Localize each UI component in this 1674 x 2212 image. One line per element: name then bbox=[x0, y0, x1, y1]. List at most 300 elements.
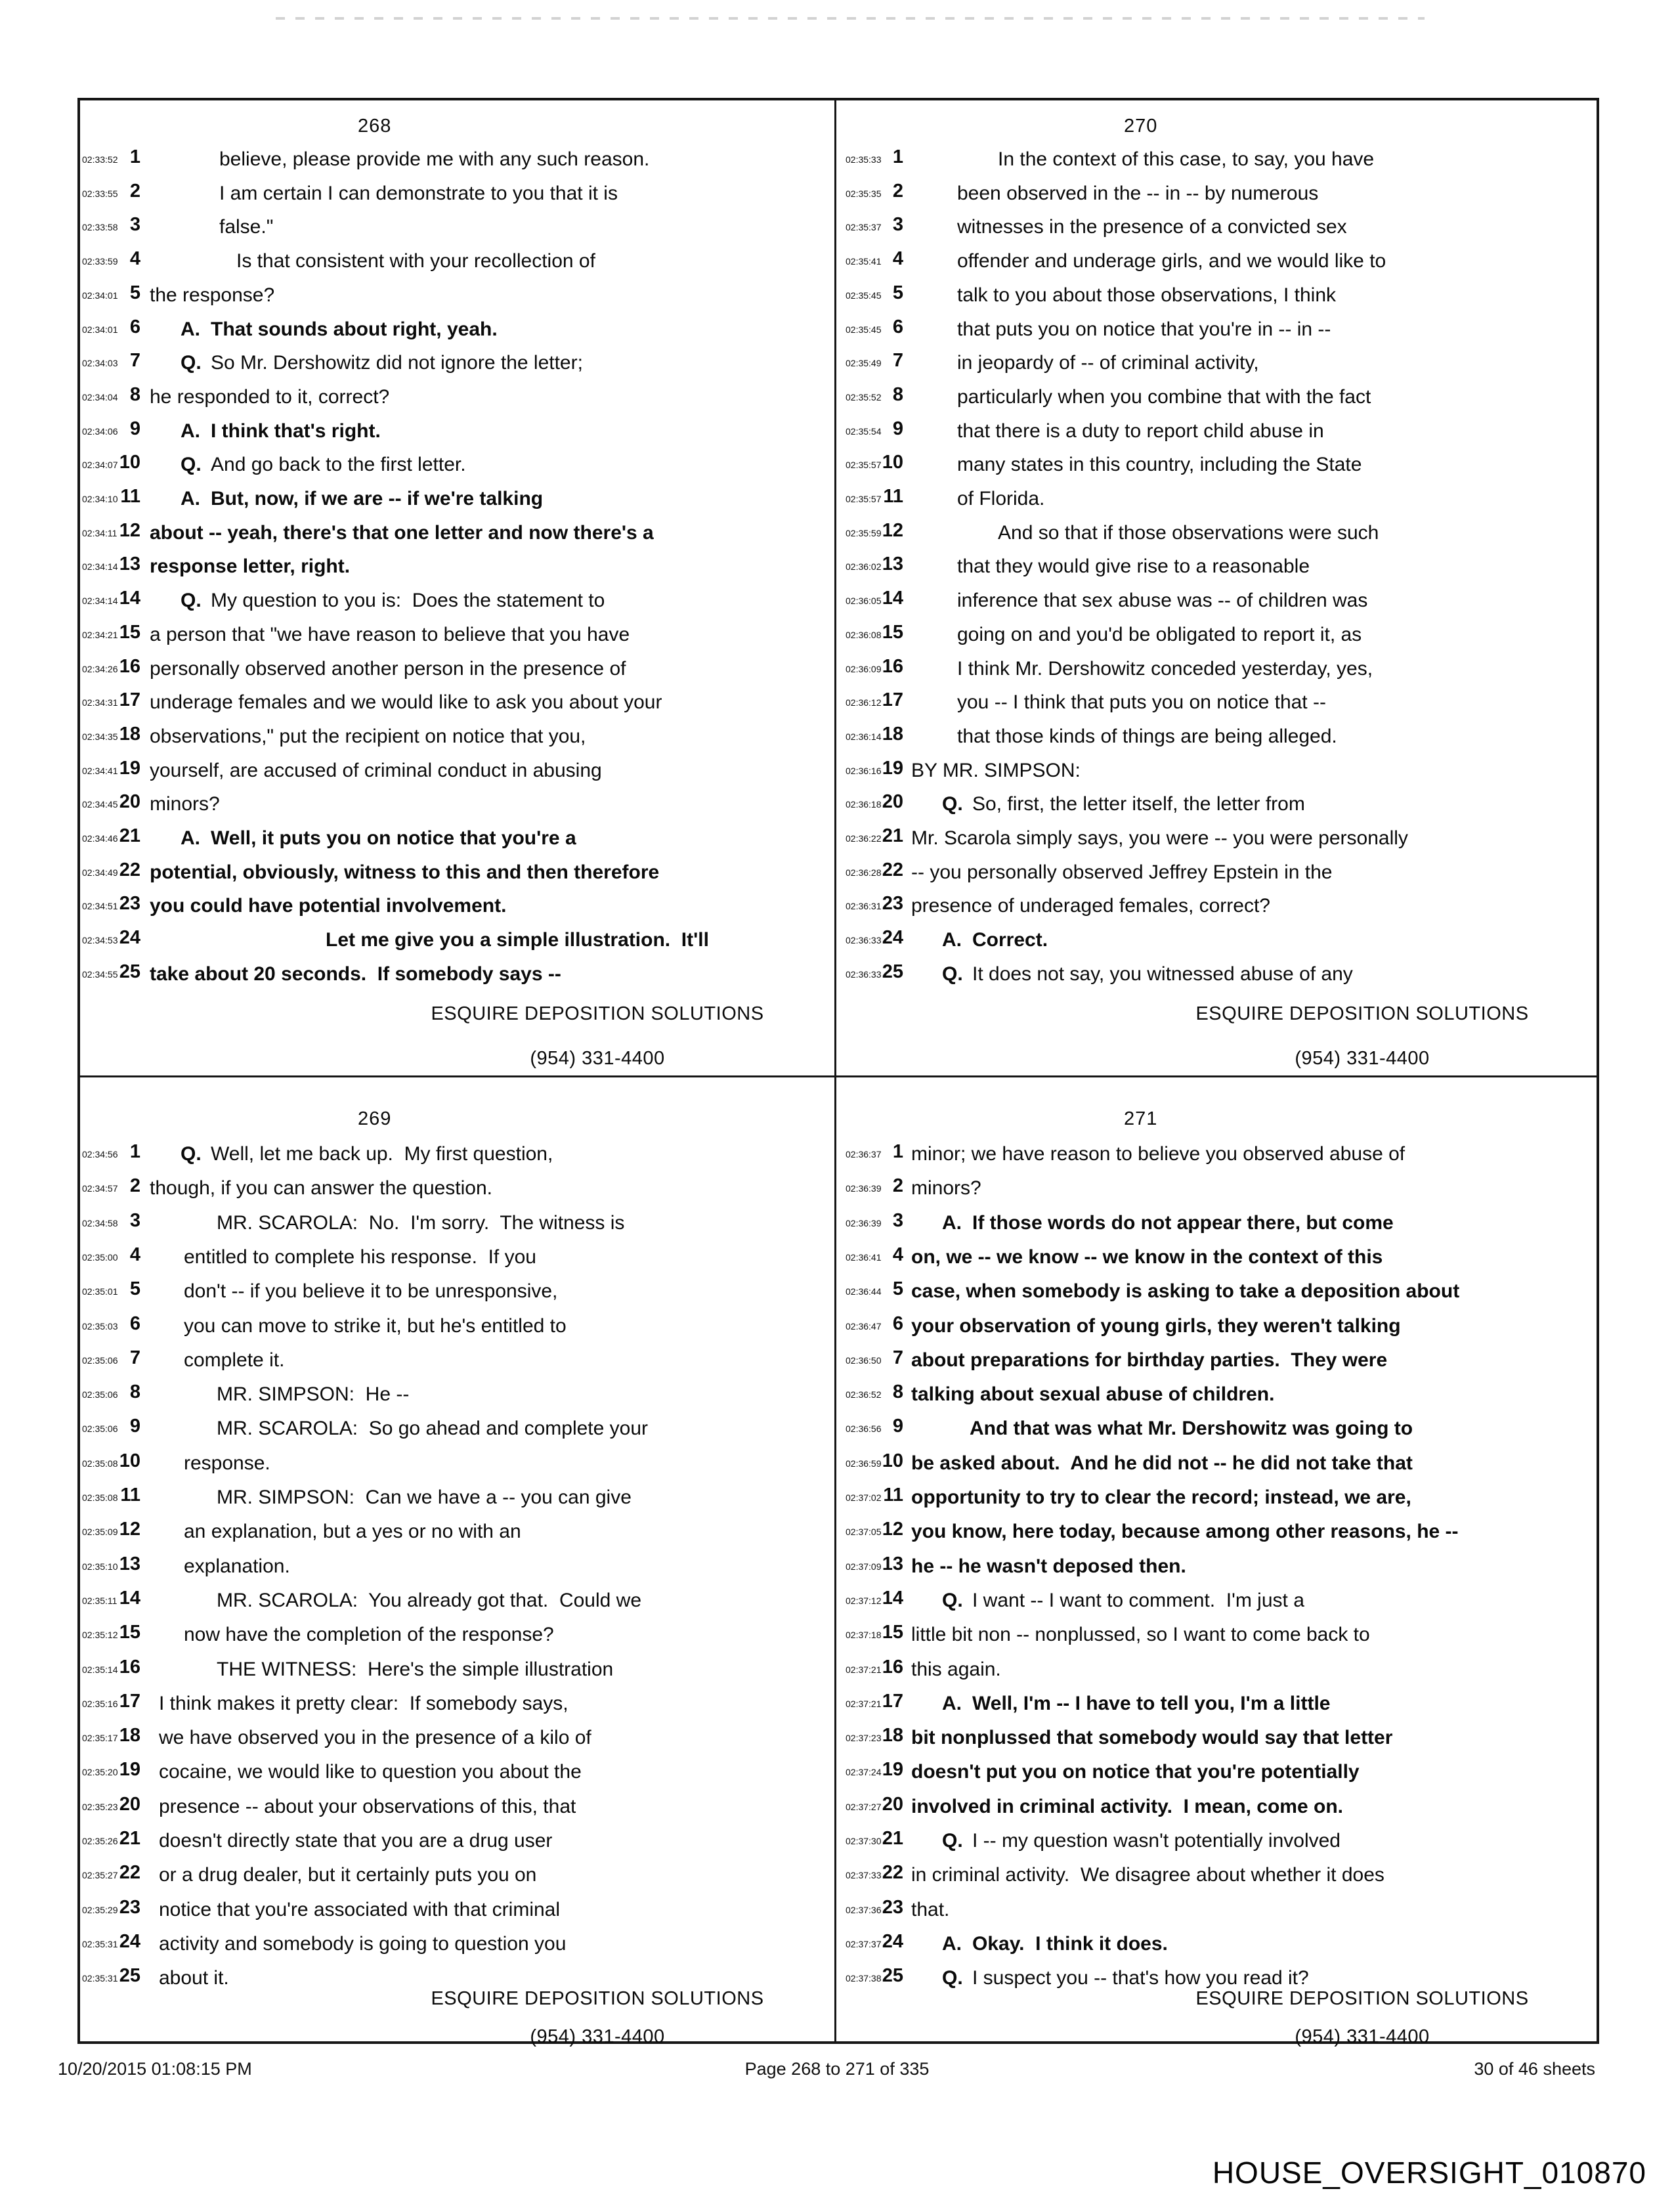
line-number: 25 bbox=[119, 1965, 140, 1986]
line-number: 10 bbox=[882, 452, 903, 473]
transcript-line bbox=[0, 1930, 1674, 1959]
line-number: 18 bbox=[882, 724, 903, 745]
line-number: 8 bbox=[892, 1381, 903, 1402]
reporter-name: ESQUIRE DEPOSITION SOLUTIONS bbox=[1195, 1003, 1529, 1024]
line-text: on, we -- we know -- we know in the context of this bbox=[911, 1246, 1383, 1268]
line-text: cocaine, we would like to question you about the bbox=[159, 1761, 582, 1783]
timestamp: 02:35:31 bbox=[82, 1973, 118, 1984]
timestamp: 02:35:20 bbox=[82, 1767, 118, 1777]
line-text: witnesses in the presence of a convicted sex bbox=[957, 216, 1347, 238]
line-number: 13 bbox=[882, 553, 903, 575]
line-text: Q. Well, let me back up. My first question, bbox=[181, 1143, 553, 1165]
line-text: A. Well, it puts you on notice that you're a bbox=[181, 827, 576, 849]
reporter-name: ESQUIRE DEPOSITION SOLUTIONS bbox=[431, 1003, 764, 1024]
line-text: take about 20 seconds. If somebody says -- bbox=[150, 963, 561, 985]
qa-marker: Q. bbox=[942, 793, 963, 815]
line-number: 9 bbox=[892, 418, 903, 439]
transcript-line bbox=[0, 1793, 1674, 1822]
timestamp: 02:36:33 bbox=[846, 969, 882, 980]
page-number-270: 270 bbox=[1124, 116, 1158, 137]
line-number: 2 bbox=[129, 181, 140, 202]
line-number: 10 bbox=[119, 1450, 140, 1471]
line-number: 20 bbox=[882, 791, 903, 812]
line-number: 20 bbox=[119, 1794, 140, 1815]
transcript-line bbox=[0, 791, 1674, 819]
line-text: A. If those words do not appear there, but come bbox=[942, 1212, 1394, 1234]
line-number: 12 bbox=[119, 520, 140, 541]
timestamp: 02:35:31 bbox=[82, 1939, 118, 1949]
timestamp: 02:34:58 bbox=[82, 1218, 118, 1228]
line-number: 10 bbox=[119, 452, 140, 473]
line-number: 17 bbox=[882, 1691, 903, 1712]
line-number: 8 bbox=[892, 384, 903, 405]
transcript-line bbox=[0, 180, 1674, 209]
line-number: 20 bbox=[119, 791, 140, 812]
line-text: Q. I -- my question wasn't potentially involved bbox=[942, 1830, 1341, 1852]
line-number: 21 bbox=[882, 1828, 903, 1849]
transcript-line bbox=[0, 655, 1674, 684]
transcript-line bbox=[0, 757, 1674, 786]
line-number: 12 bbox=[119, 1519, 140, 1540]
transcript-line bbox=[0, 1621, 1674, 1650]
timestamp: 02:34:21 bbox=[82, 630, 118, 640]
page-number-271: 271 bbox=[1124, 1108, 1158, 1129]
transcript-line bbox=[0, 961, 1674, 989]
page-number-269: 269 bbox=[358, 1108, 392, 1129]
line-number: 21 bbox=[119, 1828, 140, 1849]
line-number: 14 bbox=[882, 588, 903, 609]
scan-artifact bbox=[276, 17, 1425, 20]
qa-marker: Q. bbox=[942, 963, 963, 985]
line-number: 1 bbox=[129, 1141, 140, 1162]
line-text: Q. And go back to the first letter. bbox=[181, 454, 466, 475]
line-text: case, when somebody is asking to take a deposition about bbox=[911, 1280, 1460, 1302]
line-number: 6 bbox=[129, 1313, 140, 1334]
timestamp: 02:34:26 bbox=[82, 664, 118, 674]
line-text: A. Okay. I think it does. bbox=[942, 1933, 1168, 1955]
timestamp: 02:35:49 bbox=[846, 358, 882, 368]
line-number: 2 bbox=[892, 1175, 903, 1196]
line-text: BY MR. SIMPSON: bbox=[911, 760, 1081, 781]
timestamp: 02:34:49 bbox=[82, 867, 118, 878]
line-text: that puts you on notice that you're in -- in -- bbox=[957, 318, 1331, 340]
line-text: Q. So, first, the letter itself, the letter from bbox=[942, 793, 1305, 815]
line-text: minor; we have reason to believe you observed abuse of bbox=[911, 1143, 1406, 1165]
line-text: Let me give you a simple illustration. It'll bbox=[326, 929, 709, 951]
line-number: 22 bbox=[119, 859, 140, 880]
timestamp: 02:36:39 bbox=[846, 1218, 882, 1228]
transcript-line bbox=[0, 1347, 1674, 1376]
reporter-phone: (954) 331-4400 bbox=[1295, 1048, 1430, 1069]
line-number: 13 bbox=[119, 1553, 140, 1574]
line-number: 22 bbox=[882, 859, 903, 880]
line-number: 23 bbox=[119, 1897, 140, 1918]
line-text: opportunity to try to clear the record; instead, we are, bbox=[911, 1486, 1411, 1508]
line-text: you could have potential involvement. bbox=[150, 895, 507, 917]
timestamp: 02:33:52 bbox=[82, 154, 118, 165]
line-number: 23 bbox=[882, 893, 903, 914]
line-text: A. Well, I'm -- I have to tell you, I'm a little bbox=[942, 1693, 1331, 1714]
timestamp: 02:37:18 bbox=[846, 1630, 882, 1640]
line-number: 11 bbox=[120, 486, 140, 507]
line-number: 9 bbox=[129, 1416, 140, 1437]
line-text: particularly when you combine that with the fact bbox=[957, 386, 1371, 408]
timestamp: 02:34:06 bbox=[82, 426, 118, 437]
timestamp: 02:36:16 bbox=[846, 766, 882, 776]
line-number: 18 bbox=[119, 1725, 140, 1746]
timestamp: 02:35:06 bbox=[82, 1355, 118, 1366]
timestamp: 02:35:52 bbox=[846, 392, 882, 402]
transcript-line bbox=[0, 1861, 1674, 1890]
line-text: believe, please provide me with any such reason. bbox=[219, 148, 650, 170]
timestamp: 02:37:02 bbox=[846, 1492, 882, 1503]
timestamp: 02:37:33 bbox=[846, 1870, 882, 1880]
line-number: 21 bbox=[882, 825, 903, 846]
line-text: little bit non -- nonplussed, so I want to come back to bbox=[911, 1624, 1370, 1645]
timestamp: 02:34:55 bbox=[82, 969, 118, 980]
timestamp: 02:36:08 bbox=[846, 630, 882, 640]
line-text: activity and somebody is going to question you bbox=[159, 1933, 567, 1955]
qa-marker: Q. bbox=[942, 1590, 963, 1611]
line-text: Q. I suspect you -- that's how you read it? bbox=[942, 1967, 1309, 1989]
line-text: I am certain I can demonstrate to you that it is bbox=[219, 183, 618, 204]
line-number: 17 bbox=[882, 689, 903, 710]
line-number: 15 bbox=[119, 622, 140, 643]
line-text: Q. My question to you is: Does the statement to bbox=[181, 590, 605, 611]
line-text: Q. I want -- I want to comment. I'm just a bbox=[942, 1590, 1304, 1611]
line-text: your observation of young girls, they weren't talking bbox=[911, 1315, 1401, 1337]
qa-marker: A. bbox=[942, 1933, 962, 1955]
line-number: 16 bbox=[119, 656, 140, 677]
timestamp: 02:34:07 bbox=[82, 460, 118, 470]
reporter-name: ESQUIRE DEPOSITION SOLUTIONS bbox=[431, 1988, 764, 2009]
timestamp: 02:35:10 bbox=[82, 1561, 118, 1572]
line-number: 25 bbox=[882, 961, 903, 982]
timestamp: 02:36:05 bbox=[846, 596, 882, 606]
transcript-line bbox=[0, 451, 1674, 480]
timestamp: 02:35:37 bbox=[846, 222, 882, 232]
line-number: 24 bbox=[882, 927, 903, 948]
timestamp: 02:37:09 bbox=[846, 1561, 882, 1572]
timestamp: 02:37:36 bbox=[846, 1905, 882, 1915]
line-text: he -- he wasn't deposed then. bbox=[911, 1555, 1186, 1577]
line-number: 19 bbox=[882, 758, 903, 779]
line-text: personally observed another person in the presence of bbox=[150, 658, 626, 680]
horizontal-divider bbox=[80, 1075, 1597, 1077]
line-number: 15 bbox=[882, 1622, 903, 1643]
line-text: in jeopardy of -- of criminal activity, bbox=[957, 352, 1259, 374]
line-text: complete it. bbox=[184, 1349, 285, 1371]
line-text: that they would give rise to a reasonable bbox=[957, 555, 1310, 577]
qa-marker: A. bbox=[942, 929, 962, 951]
line-text: observations," put the recipient on notice that you, bbox=[150, 726, 586, 747]
timestamp: 02:34:04 bbox=[82, 392, 118, 402]
line-number: 7 bbox=[892, 350, 903, 371]
line-number: 22 bbox=[119, 1862, 140, 1883]
timestamp: 02:36:12 bbox=[846, 697, 882, 708]
line-text: don't -- if you believe it to be unresponsive, bbox=[184, 1280, 558, 1302]
transcript-line bbox=[0, 1244, 1674, 1272]
timestamp: 02:37:37 bbox=[846, 1939, 882, 1949]
timestamp: 02:34:03 bbox=[82, 358, 118, 368]
line-number: 1 bbox=[892, 1141, 903, 1162]
line-text: about -- yeah, there's that one letter and now there's a bbox=[150, 522, 654, 544]
transcript-line bbox=[0, 213, 1674, 242]
line-number: 22 bbox=[882, 1862, 903, 1883]
line-text: minors? bbox=[911, 1177, 981, 1199]
timestamp: 02:36:33 bbox=[846, 935, 882, 945]
timestamp: 02:33:58 bbox=[82, 222, 118, 232]
line-text: that there is a duty to report child abuse in bbox=[957, 420, 1324, 442]
line-number: 25 bbox=[119, 961, 140, 982]
timestamp: 02:34:10 bbox=[82, 494, 118, 504]
line-text: you -- I think that puts you on notice that -- bbox=[957, 691, 1326, 713]
timestamp: 02:37:24 bbox=[846, 1767, 882, 1777]
timestamp: 02:35:54 bbox=[846, 426, 882, 437]
timestamp: 02:37:12 bbox=[846, 1595, 882, 1606]
timestamp: 02:37:23 bbox=[846, 1733, 882, 1743]
transcript-line bbox=[0, 1690, 1674, 1719]
reporter-phone: (954) 331-4400 bbox=[530, 1048, 665, 1069]
timestamp: 02:34:11 bbox=[82, 528, 118, 538]
line-number: 24 bbox=[882, 1931, 903, 1952]
transcript-line bbox=[0, 1827, 1674, 1856]
timestamp: 02:37:27 bbox=[846, 1802, 882, 1812]
timestamp: 02:36:09 bbox=[846, 664, 882, 674]
line-number: 16 bbox=[882, 656, 903, 677]
line-number: 13 bbox=[119, 553, 140, 575]
qa-marker: Q. bbox=[181, 352, 202, 374]
transcript-line bbox=[0, 1209, 1674, 1238]
footer-timestamp: 10/20/2015 01:08:15 PM bbox=[58, 2059, 252, 2079]
line-text: he responded to it, correct? bbox=[150, 386, 390, 408]
line-number: 1 bbox=[892, 146, 903, 167]
line-text: notice that you're associated with that criminal bbox=[159, 1899, 561, 1920]
timestamp: 02:35:11 bbox=[82, 1595, 118, 1606]
line-text: Is that consistent with your recollection of bbox=[236, 250, 595, 272]
line-text: MR. SCAROLA: No. I'm sorry. The witness is bbox=[217, 1212, 625, 1234]
line-number: 7 bbox=[129, 1347, 140, 1368]
page-number-268: 268 bbox=[358, 116, 392, 137]
line-number: 24 bbox=[119, 927, 140, 948]
transcript-line bbox=[0, 316, 1674, 345]
transcript-line bbox=[0, 892, 1674, 921]
line-text: you know, here today, because among other reasons, he -- bbox=[911, 1521, 1459, 1542]
transcript-line bbox=[0, 1724, 1674, 1753]
line-text: talking about sexual abuse of children. bbox=[911, 1383, 1275, 1405]
line-text: yourself, are accused of criminal conduct in abusing bbox=[150, 760, 602, 781]
line-text: the response? bbox=[150, 284, 275, 306]
transcript-line bbox=[0, 282, 1674, 311]
line-number: 4 bbox=[129, 1244, 140, 1265]
line-number: 6 bbox=[129, 316, 140, 337]
line-number: 16 bbox=[119, 1657, 140, 1678]
transcript-line bbox=[0, 1896, 1674, 1925]
line-text: doesn't put you on notice that you're potentially bbox=[911, 1761, 1360, 1783]
line-text: about preparations for birthday parties. They were bbox=[911, 1349, 1388, 1371]
timestamp: 02:35:35 bbox=[846, 188, 882, 199]
timestamp: 02:36:37 bbox=[846, 1149, 882, 1160]
transcript-line bbox=[0, 553, 1674, 582]
line-number: 5 bbox=[892, 1278, 903, 1299]
line-text: I think makes it pretty clear: If somebody says, bbox=[159, 1693, 569, 1714]
timestamp: 02:33:59 bbox=[82, 256, 118, 267]
timestamp: 02:37:30 bbox=[846, 1836, 882, 1846]
line-number: 4 bbox=[892, 248, 903, 269]
line-text: A. Correct. bbox=[942, 929, 1048, 951]
timestamp: 02:35:26 bbox=[82, 1836, 118, 1846]
timestamp: 02:36:50 bbox=[846, 1355, 882, 1366]
transcript-line bbox=[0, 1484, 1674, 1513]
line-text: underage females and we would like to ask you about your bbox=[150, 691, 662, 713]
transcript-line bbox=[0, 1312, 1674, 1341]
timestamp: 02:35:14 bbox=[82, 1664, 118, 1675]
line-text: Mr. Scarola simply says, you were -- you were personally bbox=[911, 827, 1408, 849]
transcript-line bbox=[0, 1450, 1674, 1479]
line-number: 21 bbox=[119, 825, 140, 846]
line-text: that. bbox=[911, 1899, 950, 1920]
transcript-line bbox=[0, 418, 1674, 446]
line-text: response letter, right. bbox=[150, 555, 351, 577]
transcript-line bbox=[0, 1278, 1674, 1307]
transcript-line bbox=[0, 1758, 1674, 1787]
transcript-line bbox=[0, 1656, 1674, 1685]
line-text: false." bbox=[219, 216, 274, 238]
line-number: 10 bbox=[882, 1450, 903, 1471]
timestamp: 02:35:08 bbox=[82, 1458, 118, 1469]
line-text: though, if you can answer the question. bbox=[150, 1177, 493, 1199]
footer-page-range: Page 268 to 271 of 335 bbox=[744, 2059, 930, 2079]
line-number: 4 bbox=[892, 1244, 903, 1265]
transcript-line bbox=[0, 248, 1674, 276]
line-number: 19 bbox=[882, 1759, 903, 1780]
line-text: Q. So Mr. Dershowitz did not ignore the letter; bbox=[181, 352, 583, 374]
line-number: 6 bbox=[892, 316, 903, 337]
timestamp: 02:33:55 bbox=[82, 188, 118, 199]
qa-marker: Q. bbox=[181, 454, 202, 475]
transcript-line bbox=[0, 621, 1674, 650]
line-text: inference that sex abuse was -- of children was bbox=[957, 590, 1368, 611]
transcript-line bbox=[0, 689, 1674, 718]
line-text: In the context of this case, to say, you have bbox=[998, 148, 1375, 170]
line-number: 11 bbox=[883, 486, 903, 507]
timestamp: 02:34:31 bbox=[82, 697, 118, 708]
transcript-line bbox=[0, 1553, 1674, 1582]
line-number: 11 bbox=[883, 1485, 903, 1506]
timestamp: 02:36:18 bbox=[846, 799, 882, 810]
timestamp: 02:36:44 bbox=[846, 1286, 882, 1297]
transcript-line bbox=[0, 349, 1674, 378]
line-text: now have the completion of the response? bbox=[184, 1624, 554, 1645]
timestamp: 02:35:08 bbox=[82, 1492, 118, 1503]
qa-marker: A. bbox=[942, 1693, 962, 1714]
timestamp: 02:34:14 bbox=[82, 596, 118, 606]
timestamp: 02:34:35 bbox=[82, 731, 118, 742]
line-number: 12 bbox=[882, 520, 903, 541]
timestamp: 02:37:21 bbox=[846, 1664, 882, 1675]
line-number: 16 bbox=[882, 1657, 903, 1678]
transcript-line bbox=[0, 1518, 1674, 1547]
qa-marker: Q. bbox=[181, 590, 202, 611]
timestamp: 02:34:14 bbox=[82, 561, 118, 572]
line-number: 19 bbox=[119, 758, 140, 779]
line-number: 15 bbox=[882, 622, 903, 643]
line-text: been observed in the -- in -- by numerous bbox=[957, 183, 1319, 204]
line-text: presence of underaged females, correct? bbox=[911, 895, 1270, 917]
line-number: 17 bbox=[119, 689, 140, 710]
line-number: 9 bbox=[129, 418, 140, 439]
line-text: of Florida. bbox=[957, 488, 1045, 510]
line-text: presence -- about your observations of this, that bbox=[159, 1796, 576, 1817]
line-number: 14 bbox=[882, 1588, 903, 1609]
timestamp: 02:35:03 bbox=[82, 1321, 118, 1332]
line-number: 3 bbox=[129, 1210, 140, 1231]
timestamp: 02:36:22 bbox=[846, 833, 882, 844]
line-number: 23 bbox=[119, 893, 140, 914]
timestamp: 02:36:59 bbox=[846, 1458, 882, 1469]
timestamp: 02:36:31 bbox=[846, 901, 882, 911]
line-text: And that was what Mr. Dershowitz was going to bbox=[970, 1418, 1413, 1439]
line-number: 5 bbox=[129, 1278, 140, 1299]
line-text: that those kinds of things are being alleged. bbox=[957, 726, 1337, 747]
line-text: minors? bbox=[150, 793, 220, 815]
timestamp: 02:34:53 bbox=[82, 935, 118, 945]
line-text: Q. It does not say, you witnessed abuse of any bbox=[942, 963, 1353, 985]
line-text: THE WITNESS: Here's the simple illustration bbox=[217, 1659, 614, 1680]
line-number: 1 bbox=[129, 146, 140, 167]
line-text: going on and you'd be obligated to report it, as bbox=[957, 624, 1362, 645]
line-text: doesn't directly state that you are a drug user bbox=[159, 1830, 553, 1852]
line-text: you can move to strike it, but he's entitled to bbox=[184, 1315, 567, 1337]
line-number: 7 bbox=[892, 1347, 903, 1368]
transcript-line bbox=[0, 723, 1674, 752]
timestamp: 02:35:01 bbox=[82, 1286, 118, 1297]
timestamp: 02:35:33 bbox=[846, 154, 882, 165]
reporter-phone: (954) 331-4400 bbox=[1295, 2026, 1430, 2047]
reporter-name: ESQUIRE DEPOSITION SOLUTIONS bbox=[1195, 1988, 1529, 2009]
line-number: 7 bbox=[129, 350, 140, 371]
timestamp: 02:36:47 bbox=[846, 1321, 882, 1332]
line-text: or a drug dealer, but it certainly puts you on bbox=[159, 1864, 537, 1886]
timestamp: 02:35:09 bbox=[82, 1527, 118, 1537]
transcript-line bbox=[0, 1415, 1674, 1444]
timestamp: 02:36:02 bbox=[846, 561, 882, 572]
timestamp: 02:34:46 bbox=[82, 833, 118, 844]
line-text: entitled to complete his response. If you bbox=[184, 1246, 536, 1268]
line-number: 8 bbox=[129, 384, 140, 405]
line-number: 5 bbox=[129, 282, 140, 303]
timestamp: 02:37:38 bbox=[846, 1973, 882, 1984]
timestamp: 02:35:17 bbox=[82, 1733, 118, 1743]
line-text: many states in this country, including the State bbox=[957, 454, 1362, 475]
line-number: 17 bbox=[119, 1691, 140, 1712]
timestamp: 02:34:57 bbox=[82, 1183, 118, 1194]
timestamp: 02:37:05 bbox=[846, 1527, 882, 1537]
line-number: 5 bbox=[892, 282, 903, 303]
bates-number: HOUSE_OVERSIGHT_010870 bbox=[1212, 2156, 1646, 2190]
line-text: I think Mr. Dershowitz conceded yesterday, yes, bbox=[957, 658, 1373, 680]
footer-sheet-count: 30 of 46 sheets bbox=[1474, 2059, 1595, 2079]
line-text: an explanation, but a yes or no with an bbox=[184, 1521, 521, 1542]
line-text: a person that "we have reason to believe that you have bbox=[150, 624, 630, 645]
qa-marker: A. bbox=[181, 488, 200, 510]
timestamp: 02:35:59 bbox=[846, 528, 882, 538]
line-number: 2 bbox=[129, 1175, 140, 1196]
timestamp: 02:36:39 bbox=[846, 1183, 882, 1194]
timestamp: 02:34:51 bbox=[82, 901, 118, 911]
line-number: 11 bbox=[120, 1485, 140, 1506]
transcript-line bbox=[0, 1140, 1674, 1169]
